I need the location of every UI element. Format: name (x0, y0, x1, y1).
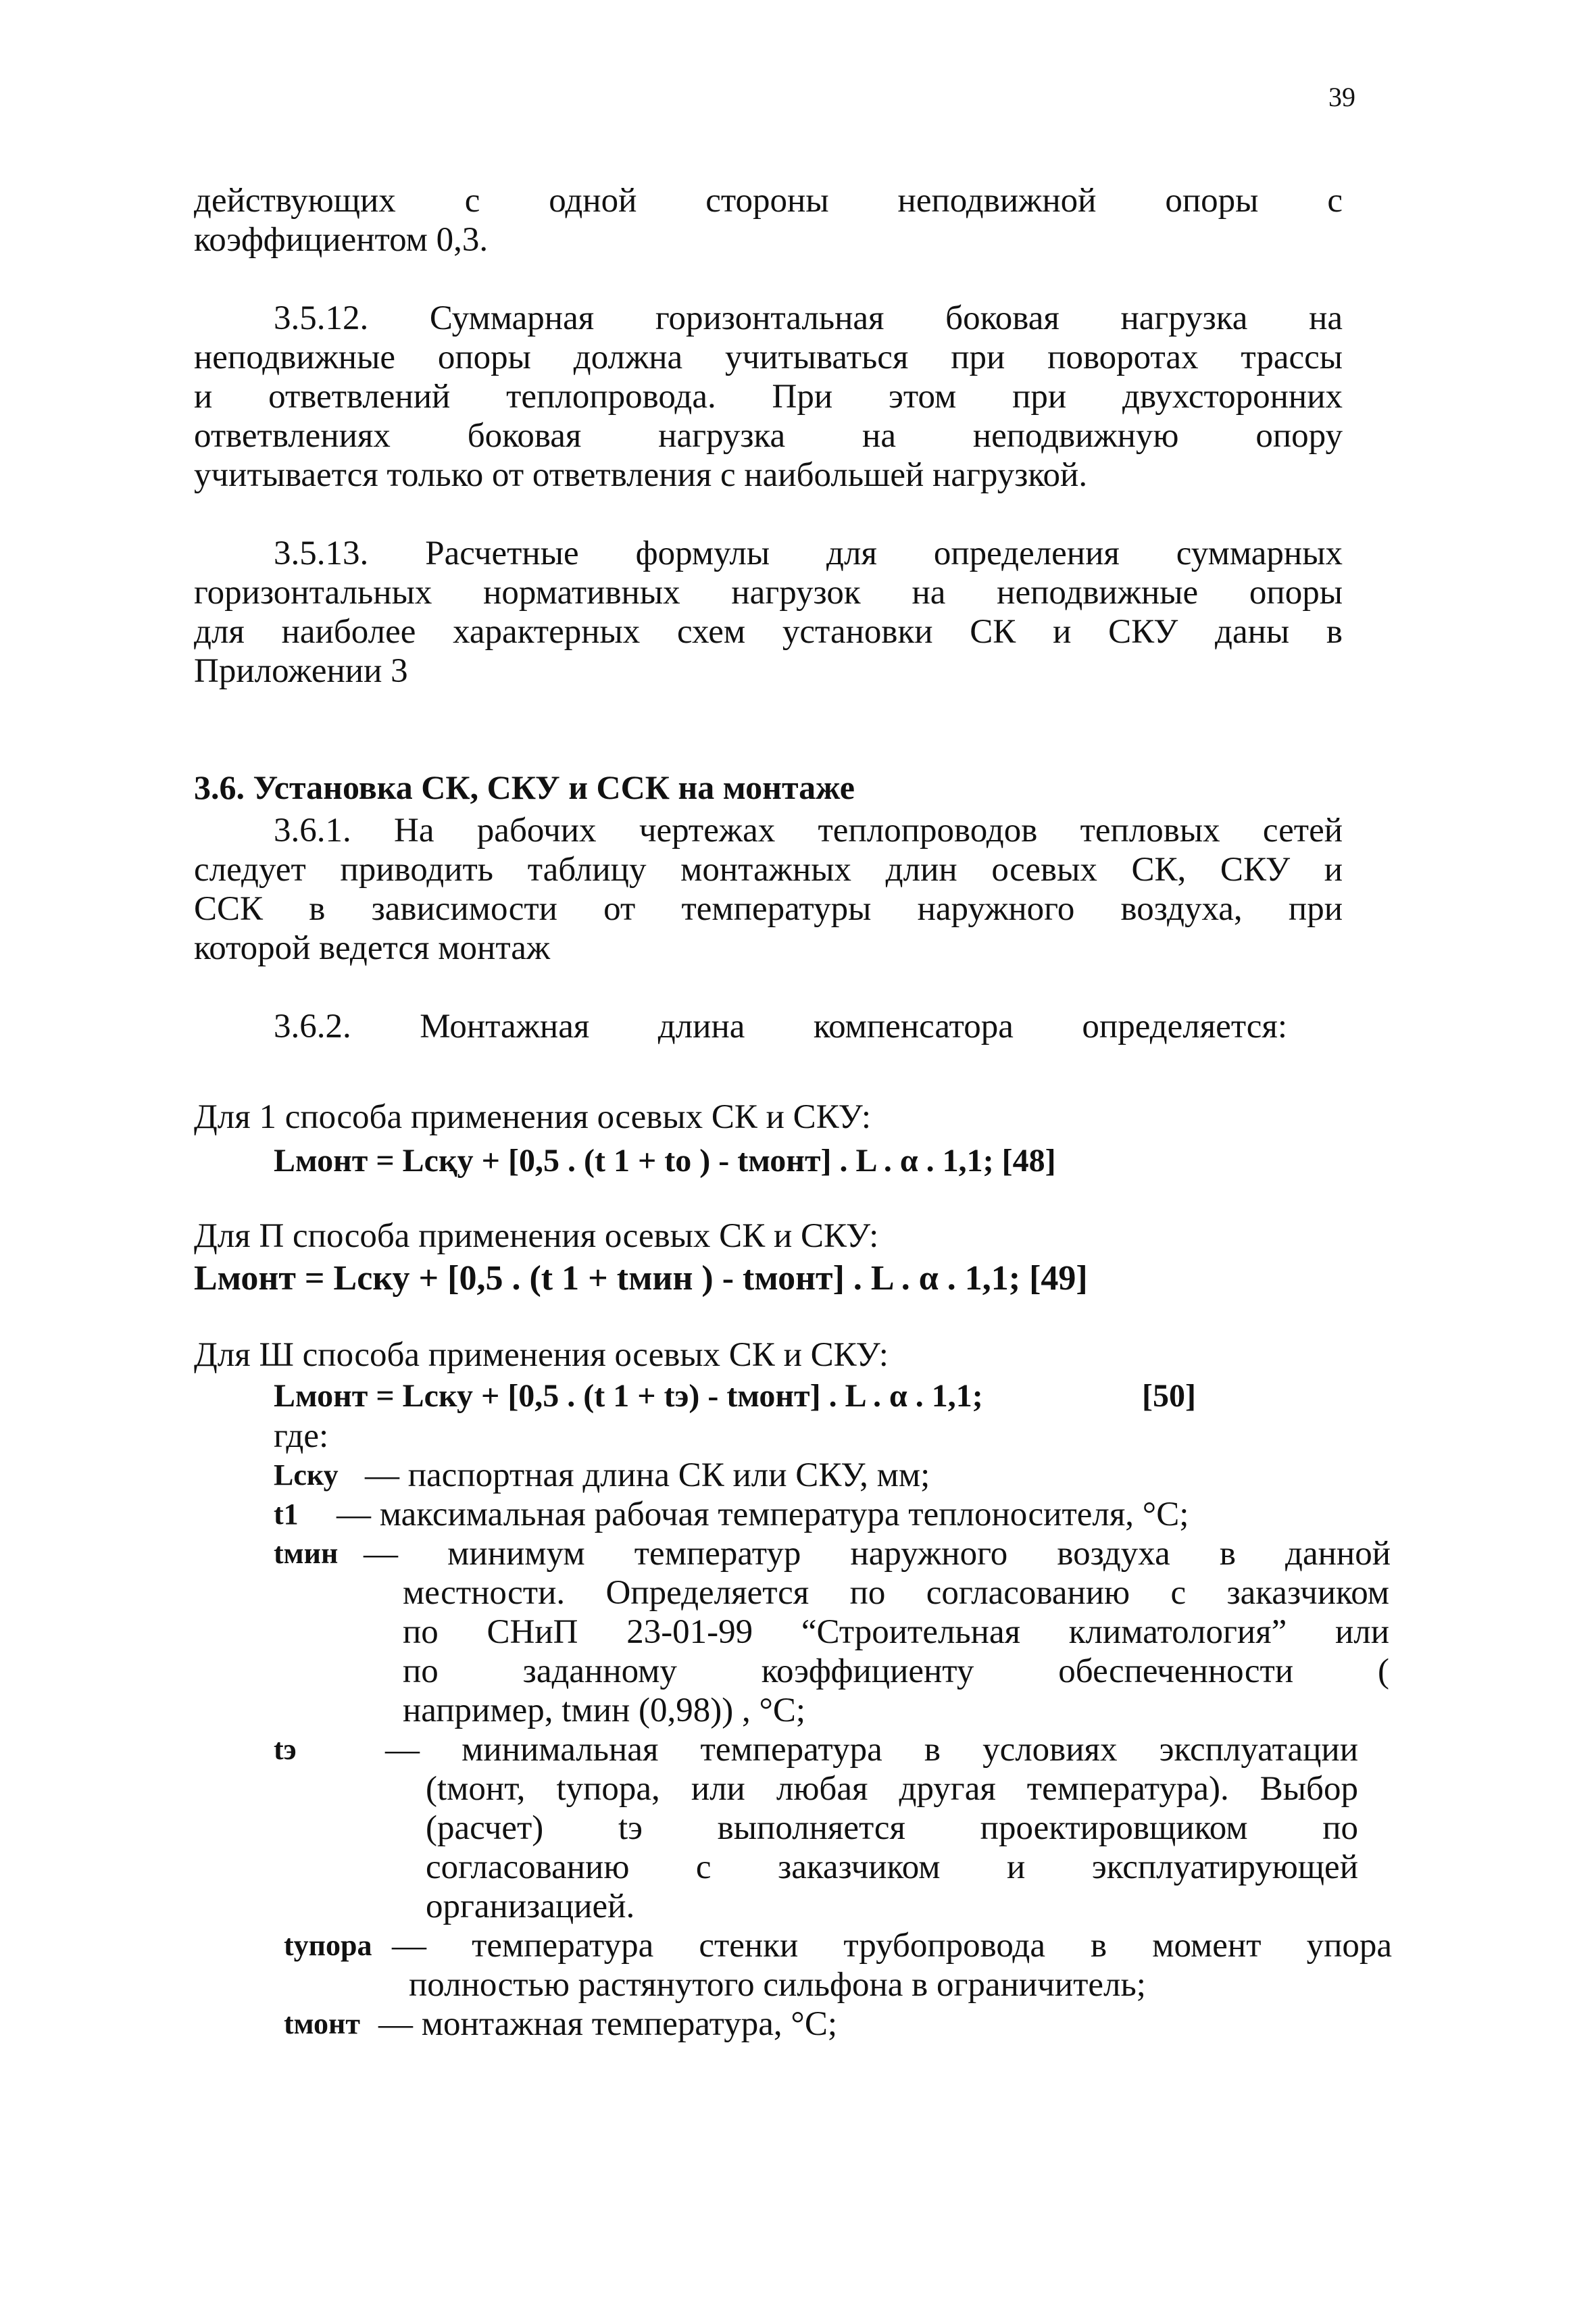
paragraph-3512-line-1: 3.5.12. Суммарная горизонтальная боковая нагрузка на (274, 299, 1343, 337)
paragraph-361-line-4: которой ведется монтаж (194, 929, 551, 967)
symbol-tmont: tмонт (284, 2007, 361, 2040)
definition-tmin-line-4: по заданному коэффициенту обеспеченности ( (403, 1652, 1389, 1690)
paragraph-3511-line-2: коэффициентом 0,3. (194, 221, 489, 259)
formula-49: Lмонт = Lcку + [0,5 . (t 1 + tмин ) - tмонт] . L . α . 1,1; [49] (194, 1259, 1088, 1298)
symbol-te: tэ (274, 1733, 297, 1766)
formula-48: Lмонт = Lсқу + [0,5 . (t 1 + to ) - tмонт] . L . α . 1,1; [48] (274, 1143, 1056, 1179)
definition-tupora-line-1: — температура стенки трубопровода в момент упора (392, 1927, 1392, 1965)
method-2-intro: Для П способа применения осевых СК и СКУ: (194, 1217, 879, 1255)
definition-tupora-line-2: полностью растянутого сильфона в ограничитель; (409, 1966, 1146, 2004)
formula-50-number: [50] (1142, 1378, 1196, 1414)
paragraph-3512-line-4: ответвлениях боковая нагрузка на неподвижную опору (194, 417, 1343, 455)
paragraph-362: 3.6.2. Монтажная длина компенсатора определяется: (274, 1008, 1287, 1045)
paragraph-361-line-3: ССК в зависимости от температуры наружного воздуха, при (194, 890, 1343, 928)
paragraph-3512-line-5: учитывается только от ответвления с наибольшей нагрузкой. (194, 456, 1088, 494)
definition-te-line-1: — минимальная температура в условиях эксплуатации (385, 1731, 1358, 1769)
definition-te-line-3: (расчет) tэ выполняется проектировщиком по (426, 1809, 1358, 1847)
symbol-tmin: tмин (274, 1537, 339, 1570)
method-3-intro: Для Ш способа применения осевых СК и СКУ: (194, 1336, 889, 1374)
definition-te-line-5: организацией. (426, 1888, 635, 1925)
definition-lsku: — паспортная длина СК или СКУ, мм; (365, 1456, 930, 1494)
paragraph-3513-line-4: Приложении 3 (194, 652, 408, 690)
definition-tmin-line-3: по СНиП 23-01-99 “Строительная климатология” или (403, 1613, 1389, 1651)
paragraph-361-line-1: 3.6.1. На рабочих чертежах теплопроводов тепловых сетей (274, 812, 1343, 850)
paragraph-361-line-2: следует приводить таблицу монтажных длин осевых СК, СКУ и (194, 851, 1343, 889)
definition-tmont: — монтажная температура, °С; (378, 2005, 838, 2043)
definition-tmin-line-1: — минимум температур наружного воздуха в данной (364, 1535, 1391, 1573)
definition-t1: — максимальная рабочая температура теплоносителя, °С; (336, 1496, 1189, 1533)
paragraph-3513-line-1: 3.5.13. Расчетные формулы для определения суммарных (274, 535, 1343, 572)
paragraph-3512-line-3: и ответвлений теплопровода. При этом при двухсторонних (194, 378, 1343, 416)
paragraph-3513-line-2: горизонтальных нормативных нагрузок на неподвижные опоры (194, 574, 1343, 612)
paragraph-3511-line-1: действующих с одной стороны неподвижной опоры с (194, 182, 1343, 220)
definition-tmin-line-5: например, tмин (0,98)) , °С; (403, 1692, 806, 1729)
symbol-tupora: tупора (284, 1929, 372, 1962)
definition-te-line-4: согласованию с заказчиком и эксплуатирующей (426, 1848, 1358, 1886)
where-label: где: (274, 1417, 329, 1455)
paragraph-3512-line-2: неподвижные опоры должна учитываться при поворотах трассы (194, 339, 1343, 376)
definition-te-line-2: (tмонт, tупора, или любая другая температура). Выбор (426, 1770, 1358, 1808)
symbol-lsku: Lску (274, 1458, 339, 1492)
paragraph-3513-line-3: для наиболее характерных схем установки СК и СКУ даны в (194, 613, 1343, 651)
definition-tmin-line-2: местности. Определяется по согласованию с заказчиком (403, 1574, 1389, 1612)
section-heading-3-6: 3.6. Установка СК, СКУ и ССК на монтаже (194, 768, 855, 806)
symbol-t1: t1 (274, 1498, 299, 1531)
page-number: 39 (1328, 82, 1355, 112)
method-1-intro: Для 1 способа применения осевых СК и СКУ: (194, 1098, 872, 1136)
formula-50: Lмонт = Lску + [0,5 . (t 1 + tэ) - tмонт] . L . α . 1,1; (274, 1378, 983, 1414)
